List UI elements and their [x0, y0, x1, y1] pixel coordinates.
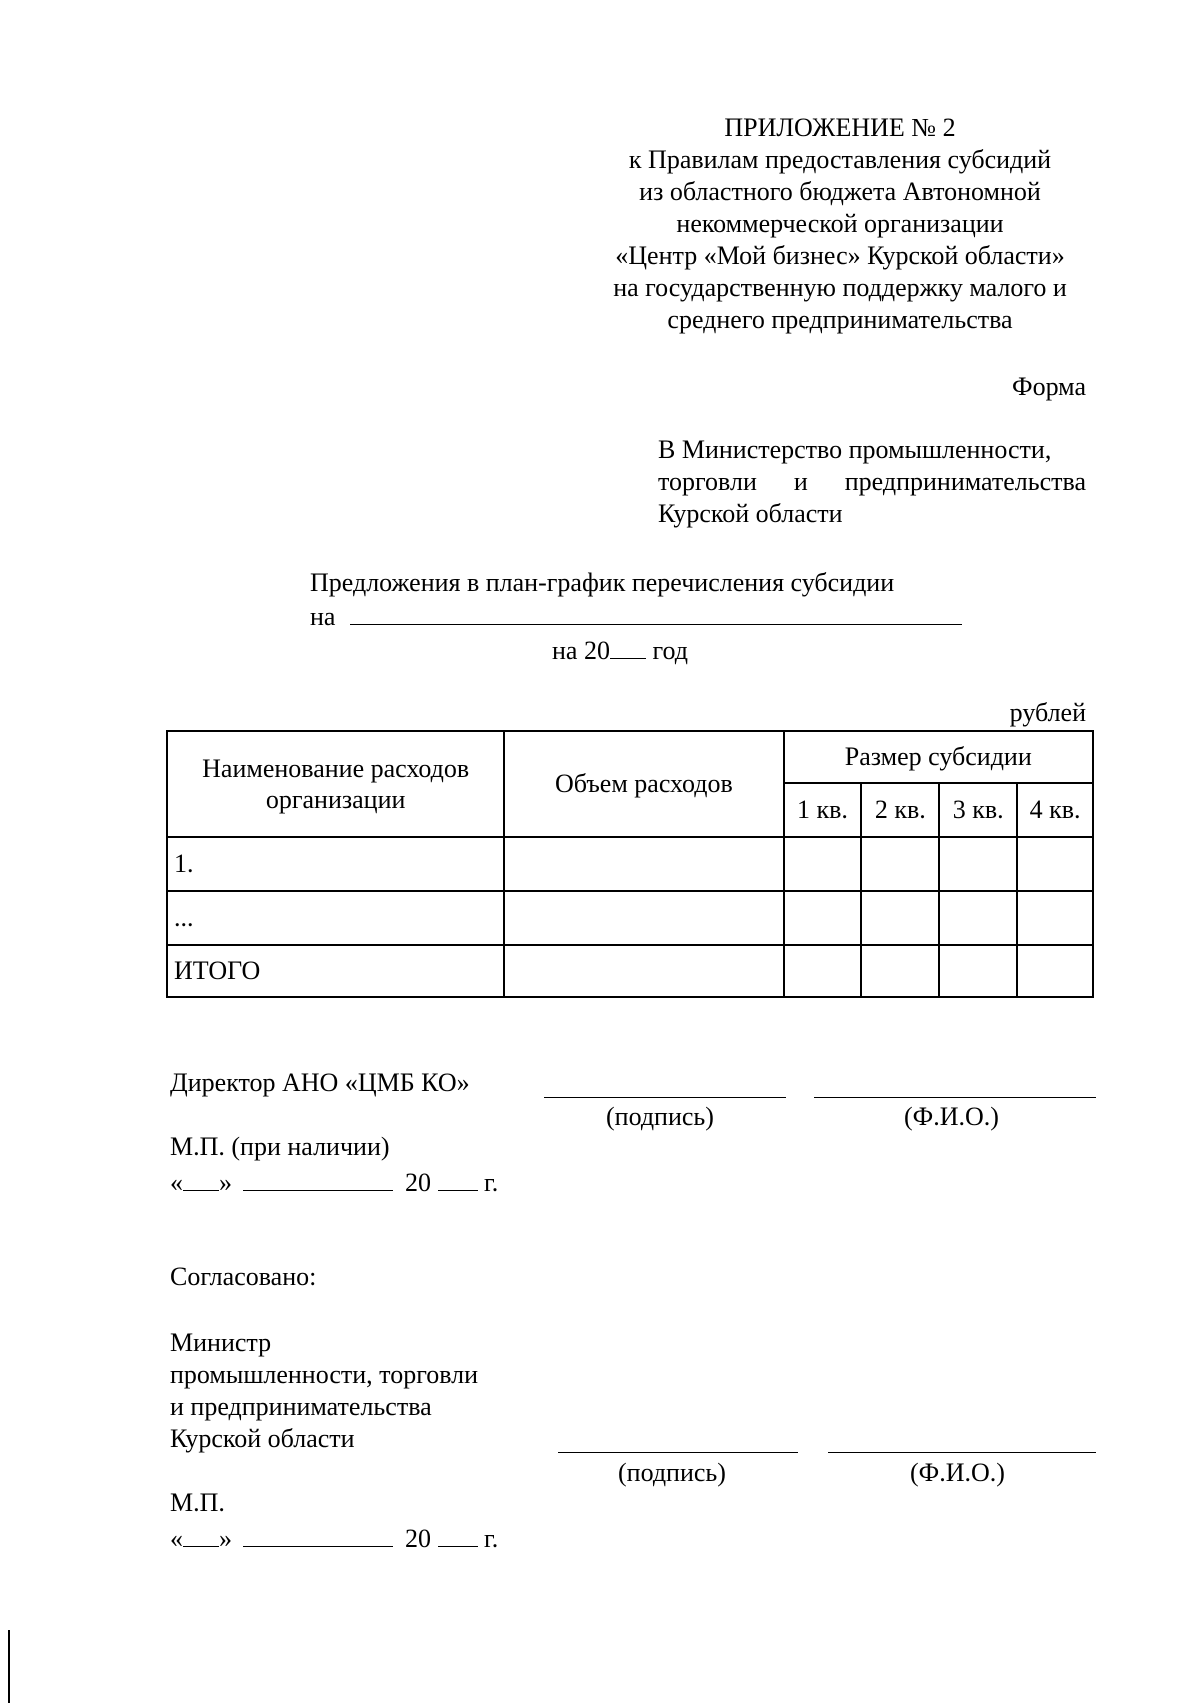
- cell-q1: [784, 837, 862, 891]
- minister-title-line: промышленности, торговли: [170, 1360, 479, 1389]
- cell-q4: [1017, 945, 1093, 997]
- day-blank-line: [183, 1166, 219, 1191]
- addressee-line-1: В Министерство промышленности,: [658, 435, 1052, 464]
- cell-volume: [504, 891, 783, 945]
- minister-name-caption: (Ф.И.О.): [910, 1458, 1005, 1487]
- table-row: [167, 837, 1093, 891]
- year-prefix: 20: [405, 1524, 431, 1553]
- cell-q1: [784, 891, 862, 945]
- date-close-quote: »: [219, 1524, 232, 1553]
- title-year-line: [552, 634, 688, 666]
- units-label: рублей: [1009, 698, 1086, 727]
- director-stamp: М.П. (при наличии): [170, 1132, 390, 1161]
- recipient-blank-line: [350, 600, 962, 625]
- header-expense-volume: Объем расходов: [504, 731, 783, 837]
- minister-date: [170, 1522, 498, 1554]
- year-suffix: год: [652, 636, 688, 665]
- annex-line: «Центр «Мой бизнес» Курской области»: [615, 241, 1065, 270]
- header-quarter-2: 2 кв.: [861, 783, 939, 837]
- addressee-word: торговли: [658, 467, 757, 496]
- cell-q2: [861, 891, 939, 945]
- year-prefix: на 20: [552, 636, 610, 665]
- month-blank-line: [243, 1522, 393, 1547]
- form-label: Форма: [1012, 372, 1086, 401]
- scan-edge-line: [8, 1630, 10, 1703]
- annex-line: из областного бюджета Автономной: [639, 177, 1041, 206]
- year-blank-line: [610, 634, 646, 659]
- annex-line: среднего предпринимательства: [667, 305, 1013, 334]
- year-prefix: 20: [405, 1168, 431, 1197]
- day-blank-line: [183, 1522, 219, 1547]
- header-quarter-3: 3 кв.: [939, 783, 1017, 837]
- date-close-quote: »: [219, 1168, 232, 1197]
- row-label-total: ИТОГО: [167, 945, 504, 997]
- cell-q4: [1017, 837, 1093, 891]
- annex-line: некоммерческой организации: [676, 209, 1004, 238]
- minister-name-line: [828, 1452, 1096, 1453]
- addressee-line-3: Курской области: [658, 499, 843, 528]
- director-name-caption: (Ф.И.О.): [904, 1102, 999, 1131]
- annex-title: ПРИЛОЖЕНИЕ № 2: [724, 113, 956, 142]
- cell-q4: [1017, 891, 1093, 945]
- year-suffix: г.: [484, 1524, 499, 1553]
- director-signature-caption: (подпись): [606, 1102, 714, 1131]
- title-on-line: [310, 600, 962, 632]
- cell-q3: [939, 891, 1017, 945]
- minister-title-line: Курской области: [170, 1424, 355, 1453]
- minister-title: [170, 1327, 478, 1455]
- row-label: 1.: [167, 837, 504, 891]
- cell-volume: [504, 837, 783, 891]
- annex-header: [560, 112, 1120, 336]
- director-signature-line: [544, 1097, 786, 1098]
- minister-title-line: Министр: [170, 1328, 272, 1357]
- director-title: Директор АНО «ЦМБ КО»: [170, 1068, 470, 1097]
- cell-q3: [939, 837, 1017, 891]
- cell-q2: [861, 945, 939, 997]
- header-subsidy-size: Размер субсидии: [784, 731, 1093, 783]
- minister-title-line: и предпринимательства: [170, 1392, 432, 1421]
- year-suffix: г.: [484, 1168, 499, 1197]
- director-name-line: [814, 1097, 1096, 1098]
- addressee-word: и: [793, 467, 808, 496]
- addressee-line-2: [658, 466, 1086, 498]
- header-quarter-1: 1 кв.: [784, 783, 862, 837]
- date-open-quote: «: [170, 1524, 183, 1553]
- minister-stamp: М.П.: [170, 1488, 225, 1517]
- month-blank-line: [243, 1166, 393, 1191]
- year-blank-line: [438, 1166, 478, 1191]
- cell-q2: [861, 837, 939, 891]
- annex-line: на государственную поддержку малого и: [613, 273, 1067, 302]
- minister-signature-line: [558, 1452, 798, 1453]
- table-row: [167, 945, 1093, 997]
- year-blank-line: [438, 1522, 478, 1547]
- header-expense-name: Наименование расходов организации: [167, 731, 504, 837]
- title-on-label: на: [310, 602, 336, 631]
- annex-line: к Правилам предоставления субсидий: [628, 145, 1052, 174]
- approval-label: Согласовано:: [170, 1262, 317, 1291]
- document-title: Предложения в план-график перечисления субсидии: [310, 568, 895, 597]
- minister-signature-caption: (подпись): [618, 1458, 726, 1487]
- cell-volume: [504, 945, 783, 997]
- cell-q3: [939, 945, 1017, 997]
- header-quarter-4: 4 кв.: [1017, 783, 1093, 837]
- table-row: [167, 891, 1093, 945]
- cell-q1: [784, 945, 862, 997]
- date-open-quote: «: [170, 1168, 183, 1197]
- addressee-word: предпринимательства: [844, 467, 1086, 496]
- subsidy-plan-table: [166, 730, 1094, 998]
- director-date: [170, 1166, 498, 1198]
- row-label: ...: [167, 891, 504, 945]
- addressee: [658, 434, 1086, 530]
